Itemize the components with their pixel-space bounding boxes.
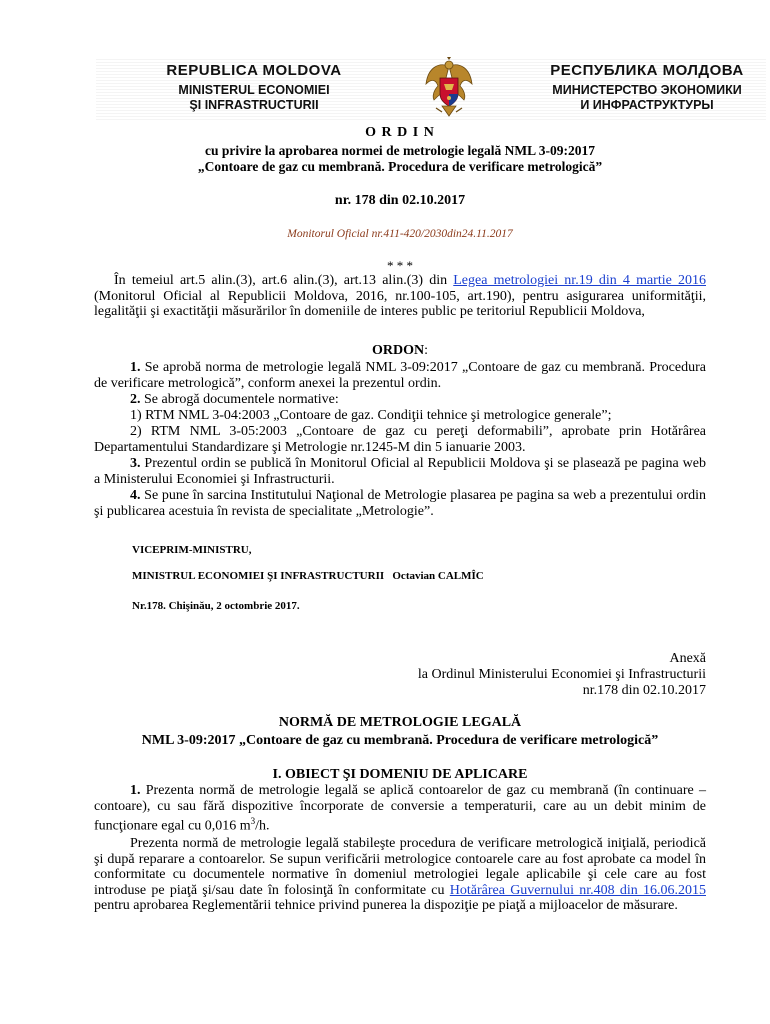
point-2-sub-2: 2) RTM NML 3-05:2003 „Contoare de gaz cu pereţi deformabili”, aprobate prin Hotărârea Departamentului Standardizare şi Metrologie nr.1245-M din 5 ianuarie 2003. <box>94 424 706 455</box>
norm-paragraph-2-start: Prezenta normă de metrologie legală stabileşte procedura de verificare metrologică iniţială, periodică şi după reparare a contoarelor. Se supun verificării metrologice contoarele care au fost aprobate ca model în conformitate cu documentele normative în domeniul metrologiei legale aplicabile şi cele care au fost introduse pe piaţă şi/sau date în folosinţă în conformitate cu <box>94 836 706 898</box>
ministry-line1-ru: МИНИСТЕРСТВО ЭКОНОМИКИ <box>552 83 742 97</box>
norm-paragraph-2 <box>94 836 706 914</box>
order-title: O R D I N <box>365 125 435 140</box>
letterhead-russian <box>528 62 766 113</box>
letterhead <box>96 58 766 120</box>
preamble-text-end: (Monitorul Oficial al Republicii Moldova, 2016, nr.100-105, art.190), pentru asigurarea uniformităţii, legalităţii şi exactităţii măsurărilor în domeniile de interes public pe teritoriul Republicii Moldova, <box>94 288 706 319</box>
point-2-text: Se abrogă documentele normative: <box>140 392 339 407</box>
country-name-ro: REPUBLICA MOLDOVA <box>166 62 342 79</box>
norm-title: NORMĂ DE METROLOGIE LEGALĂ <box>278 715 522 730</box>
ministry-line2-ro: ŞI INFRASTRUCTURII <box>189 98 319 112</box>
norm-point-1 <box>94 783 706 834</box>
ministry-line1-ro: MINISTERUL ECONOMIEI <box>178 83 330 97</box>
signature-minister: MINISTRUL ECONOMIEI ŞI INFRASTRUCTURII Octavian CALMÎC <box>132 570 484 582</box>
preamble-paragraph <box>94 273 706 320</box>
norm-point-1-number: 1. <box>130 783 141 798</box>
point-1-text: Se aprobă norma de metrologie legală NML 3-09:2017 „Contoare de gaz cu membrană. Procedura de verificare metrologică”, conform anexei la prezentul ordin. <box>94 360 706 391</box>
section-heading: I. OBIECT ŞI DOMENIU DE APLICARE <box>272 767 528 782</box>
point-4-text: Se pune în sarcina Institutului Naţional de Metrologie plasarea pe pagina sa web a prezentului ordin şi publicarea acestuia în revista de specialitate „Metrologie”. <box>94 488 706 519</box>
preamble-text-start: În temeiul art.5 alin.(3), art.6 alin.(3), art.13 alin.(3) din <box>114 273 454 288</box>
annex-line-2: la Ordinul Ministerului Economiei şi Infrastructurii <box>417 667 706 682</box>
order-subtitle-2: „Contoare de gaz cu membrană. Procedura de verificare metrologică” <box>197 159 603 174</box>
order-number: nr. 178 din 02.10.2017 <box>334 193 466 208</box>
annex-label: Anexă <box>669 651 706 666</box>
official-monitor-reference: Monitorul Oficial nr.411-420/2030din24.11.2017 <box>287 228 513 240</box>
norm-paragraph-2-end: pentru aprobarea Reglementării tehnice privind punerea la dispoziţie pe piaţă a mijloacelor de măsurare. <box>94 898 678 913</box>
signature-place-date: Nr.178. Chişinău, 2 octombrie 2017. <box>132 600 300 612</box>
point-1 <box>94 360 706 391</box>
ordon-label: ORDON <box>371 343 425 358</box>
point-3 <box>94 456 706 487</box>
point-2 <box>94 392 706 408</box>
moldova-coat-of-arms-icon <box>424 56 474 120</box>
annex-line-3: nr.178 din 02.10.2017 <box>582 683 706 698</box>
norm-point-1-tail: /h. <box>255 818 270 834</box>
point-2-sub-1: 1) RTM NML 3-04:2003 „Contoare de gaz. Condiţii tehnice şi metrologice generale”; <box>130 408 612 423</box>
order-subtitle-1: cu privire la aprobarea normei de metrologie legală NML 3-09:2017 <box>204 143 596 158</box>
letterhead-romanian <box>122 62 386 113</box>
point-4-number: 4. <box>130 488 141 503</box>
point-4 <box>94 488 706 519</box>
norm-subtitle: NML 3-09:2017 „Contoare de gaz cu membrană. Procedura de verificare metrologică” <box>141 733 659 748</box>
country-name-ru: РЕСПУБЛИКА МОЛДОВА <box>550 62 744 79</box>
signature-title: VICEPRIM-MINISTRU, <box>132 544 252 556</box>
section-separator: * * * <box>387 258 413 273</box>
law-link[interactable]: Legea metrologiei nr.19 din 4 martie 2016 <box>453 273 706 288</box>
ministry-line2-ru: И ИНФРАСТРУКТУРЫ <box>580 98 714 112</box>
ordon-heading <box>94 343 706 359</box>
government-decision-link[interactable]: Hotărârea Guvernului nr.408 din 16.06.2015 <box>449 882 706 898</box>
point-3-number: 3. <box>130 456 141 471</box>
point-1-number: 1. <box>130 360 141 375</box>
ordon-colon: : <box>424 343 428 358</box>
norm-point-1-text: Prezenta normă de metrologie legală se aplică contoarelor de gaz cu membrană (în continuare – contoare), cu sau fără dispozitive încorporate de conversie a temperaturii, care au un debit minim de funcţionare egal cu 0,016 m <box>94 783 706 834</box>
point-3-text: Prezentul ordin se publică în Monitorul Oficial al Republicii Moldova şi se plasează pe pagina web a Ministerului Economiei şi Infrastructurii. <box>94 456 706 487</box>
cubic-superscript: 3 <box>250 816 256 826</box>
point-2-number: 2. <box>130 392 141 407</box>
